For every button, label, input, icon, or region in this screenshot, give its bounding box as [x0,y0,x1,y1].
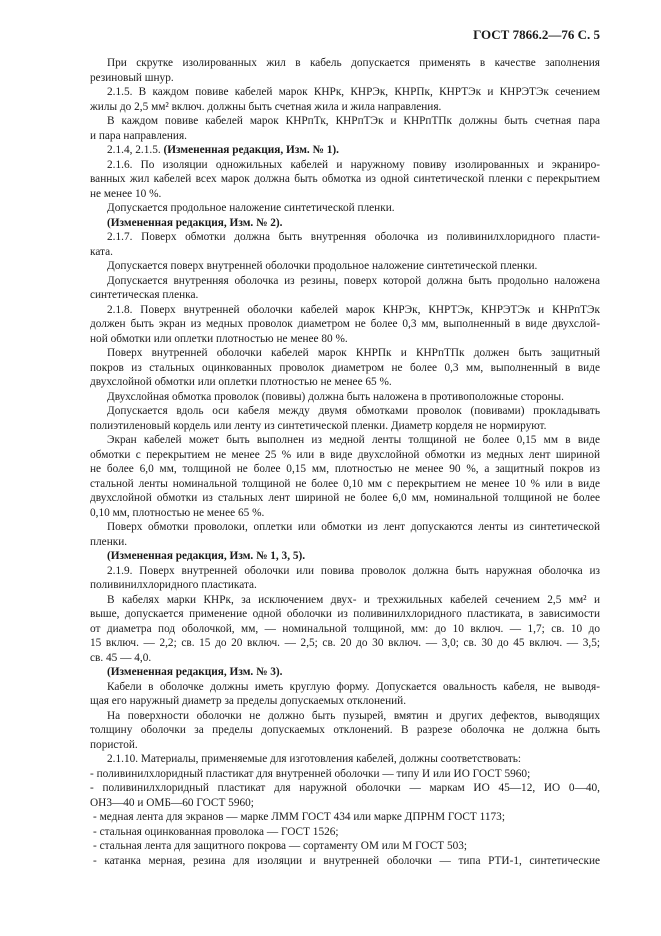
amendment-note-line [90,143,600,158]
line-text: синтетическая пленка. [90,289,199,301]
text-line [90,375,600,390]
line-text: В кабелях марки КНРк, за исключением двух- и трехжильных кабелей сечением 2,5 мм² и [107,593,600,606]
text-line [90,839,600,854]
text-line [90,564,600,579]
text-line [90,448,600,463]
line-text: обмотки с перекрытием не менее 25 % или в виде двухслойной обмотки из медных лент шириной [90,448,600,461]
line-text: В каждом повиве кабелей марок КНРпТк, КНРпТЭк и КНРпТПк должны быть счетная пара [107,115,600,127]
line-text: ной обмотки или оплетки плотностью не менее 80 %. [90,332,348,345]
text-line [90,738,600,753]
text-line [90,622,600,637]
document-body [90,56,600,868]
line-text: ката. [90,245,113,258]
text-line [90,578,600,593]
line-text: - поливинилхлоридный пластикат для внутренней оболочки — типу И или ИО ГОСТ 5960; [90,767,531,780]
line-text: двухслойной обмотки из стальных лент шириной не более 6,0 мм, номинальной толщиной не более [90,492,600,504]
text-line [90,607,600,622]
line-text: Допускается поверх внутренней оболочки продольное наложение синтетической пленки. [107,260,538,272]
line-text: должен быть экран из медных проволок диаметром не более 0,3 мм, выполненный в виде двухслой- [90,318,600,330]
line-text: - стальная оцинкованная проволока — ГОСТ 1526; [93,825,339,838]
line-text: 2.1.10. Материалы, применяемые для изготовления кабелей, должны соответствовать: [107,753,522,765]
line-text: Допускается внутренняя оболочка из резины, поверх которой должна быть продольно наложена [107,274,600,287]
text-line [90,390,600,405]
line-text: 2.1.8. Поверх внутренней оболочки кабелей марок КНРЭк, КНРТЭк, КНРЭТЭк и КНРпТЭк [107,303,600,316]
text-line [90,767,600,782]
text-line [90,752,600,767]
text-line [90,56,600,71]
text-line [90,100,600,115]
text-line [90,462,600,477]
text-line [90,636,600,651]
text-line [90,781,600,796]
line-text: Кабели в оболочке должны иметь круглую форму. Допускается овальность кабеля, не выводя- [107,680,600,693]
text-line [90,723,600,738]
line-text: Экран кабелей может быть выполнен из медной ленты толщиной не более 0,15 мм в виде [107,434,600,446]
text-line [90,419,600,434]
text-line [90,332,600,347]
line-text: и пара направления. [90,129,187,142]
text-line [90,361,600,376]
text-line [90,85,600,100]
amendment-note: (Измененная редакция, Изм. № 3). [107,666,283,678]
line-text: При скрутке изолированных жил в кабель допускается применять в качестве заполнения [107,57,600,69]
line-text: покров из стальных оцинкованных проволок диаметром не более 0,3 мм, выполненный в виде [90,361,600,374]
text-line [90,288,600,303]
text-line [90,491,600,506]
line-text: не более 6,0 мм, толщиной не более 0,15 мм, плотностью не менее 90 %, а защитный покров из [90,463,600,475]
text-line [90,172,600,187]
line-text: Допускается вдоль оси кабеля между двумя обмотками проволок (повивами) прокладывать [107,405,600,417]
line-text: ванных жил кабелей всех марок должна быть обмотка из одной синтетической пленки с перекрытием [90,173,600,185]
text-line [90,404,600,419]
text-line [90,651,600,666]
line-text: св. 45 — 4,0. [90,651,152,664]
text-line [90,187,600,202]
amendment-note: (Измененная редакция, Изм. № 2). [107,216,283,229]
text-line [90,535,600,550]
text-line [90,317,600,332]
line-text: пористой. [90,738,138,751]
text-line [90,201,600,216]
amendment-note: (Измененная редакция, Изм. № 1, 3, 5). [107,550,306,562]
text-line [90,709,600,724]
line-text: 2.1.6. По изоляции одножильных кабелей и наружному повиву изолированных и экраниро- [107,158,600,171]
text-line [90,303,600,318]
line-text: 2.1.4, 2.1.5. [107,144,164,156]
line-text: жилы до 2,5 мм² включ. должны быть счетная жила и жила направления. [90,100,442,113]
amendment-note-line [90,549,600,564]
text-line [90,245,600,260]
text-line [90,694,600,709]
line-text: полиэтиленовый кордель или ленту из синтетической пленки. Диаметр корделя не нормируют. [90,419,547,432]
text-line [90,593,600,608]
line-text: щая его наружный диаметр за пределы допускаемых отклонений. [90,695,407,707]
line-text: - стальная лента для защитного покрова — сортаменту ОМ или М ГОСТ 503; [93,840,468,852]
line-text: На поверхности оболочки не должно быть пузырей, вмятин и других дефектов, выводящих [107,709,600,722]
line-text: пленки. [90,535,128,548]
text-line [90,114,600,129]
amendment-note: (Измененная редакция, Изм. № 1). [163,144,339,156]
amendment-note-line [90,216,600,231]
amendment-note-line [90,665,600,680]
text-line [90,129,600,144]
line-text: 0,10 мм, плотностью не менее 65 %. [90,506,265,519]
line-text: не менее 10 %. [90,187,162,200]
text-line [90,810,600,825]
text-line [90,477,600,492]
line-text: - поливинилхлоридный пластикат для наружной оболочки — маркам ИО 45—12, ИО 0—40, [90,782,600,794]
line-text: - катанка мерная, резина для изоляции и внутренней оболочки — типа РТИ-1, синтетические [93,854,600,867]
text-line [90,680,600,695]
text-line [90,520,600,535]
text-line [90,158,600,173]
line-text: Двухслойная обмотка проволок (повивы) должна быть наложена в противоположные стороны. [107,390,564,403]
text-line [90,796,600,811]
text-line [90,433,600,448]
line-text: выше, допускается применение одной оболочки из поливинилхлоридного пластиката, в зависимости [90,608,600,620]
line-text: Поверх внутренней оболочки кабелей марок КНРПк и КНРпТПк должен быть защитный [107,347,600,359]
text-line [90,230,600,245]
line-text: резиновый шнур. [90,71,174,84]
text-line [90,259,600,274]
line-text: толщину оболочки за пределы допускаемых отклонений. В разрезе оболочка не должна быть [90,724,600,736]
line-text: Допускается продольное наложение синтетической пленки. [107,202,395,214]
text-line [90,346,600,361]
text-line [90,71,600,86]
line-text: 2.1.5. В каждом повиве кабелей марок КНРк, КНРЭк, КНРПк, КНРТЭк и КНРЭТЭк сечением [107,86,600,98]
line-text: 2.1.7. Поверх обмотки должна быть внутренняя оболочка из поливинилхлоридного пласти- [107,231,600,243]
text-line [90,274,600,289]
text-line [90,506,600,521]
line-text: от диаметра под оболочкой, мм, — номинальной толщиной, мм: до 10 включ. — 1,7; св. 10 до [90,622,600,635]
line-text: 2.1.9. Поверх внутренней оболочки или повива проволок должна быть наружная оболочка из [107,564,600,577]
line-text: ОН3—40 и ОМБ—60 ГОСТ 5960; [90,796,254,809]
line-text: поливинилхлоридного пластиката. [90,579,257,591]
line-text: Поверх обмотки проволоки, оплетки или обмотки из лент допускаются ленты из синтетической [107,521,600,533]
line-text: - медная лента для экранов — марке ЛММ ГОСТ 434 или марке ДПРНМ ГОСТ 1173; [93,811,505,823]
line-text: стальной ленты номинальной толщиной не более 0,10 мм с перекрытием не менее 10 % или в виде [90,477,600,490]
text-line [90,854,600,869]
line-text: двухслойной обмотки или оплетки плотностью не менее 65 %. [90,376,392,388]
text-line [90,825,600,840]
page-header: ГОСТ 7866.2—76 С. 5 [473,27,600,42]
line-text: 15 включ. — 2,2; св. 15 до 20 включ. — 2,5; св. 20 до 30 включ. — 3,0; св. 30 до 45 включ. — 3,5; [90,637,600,649]
